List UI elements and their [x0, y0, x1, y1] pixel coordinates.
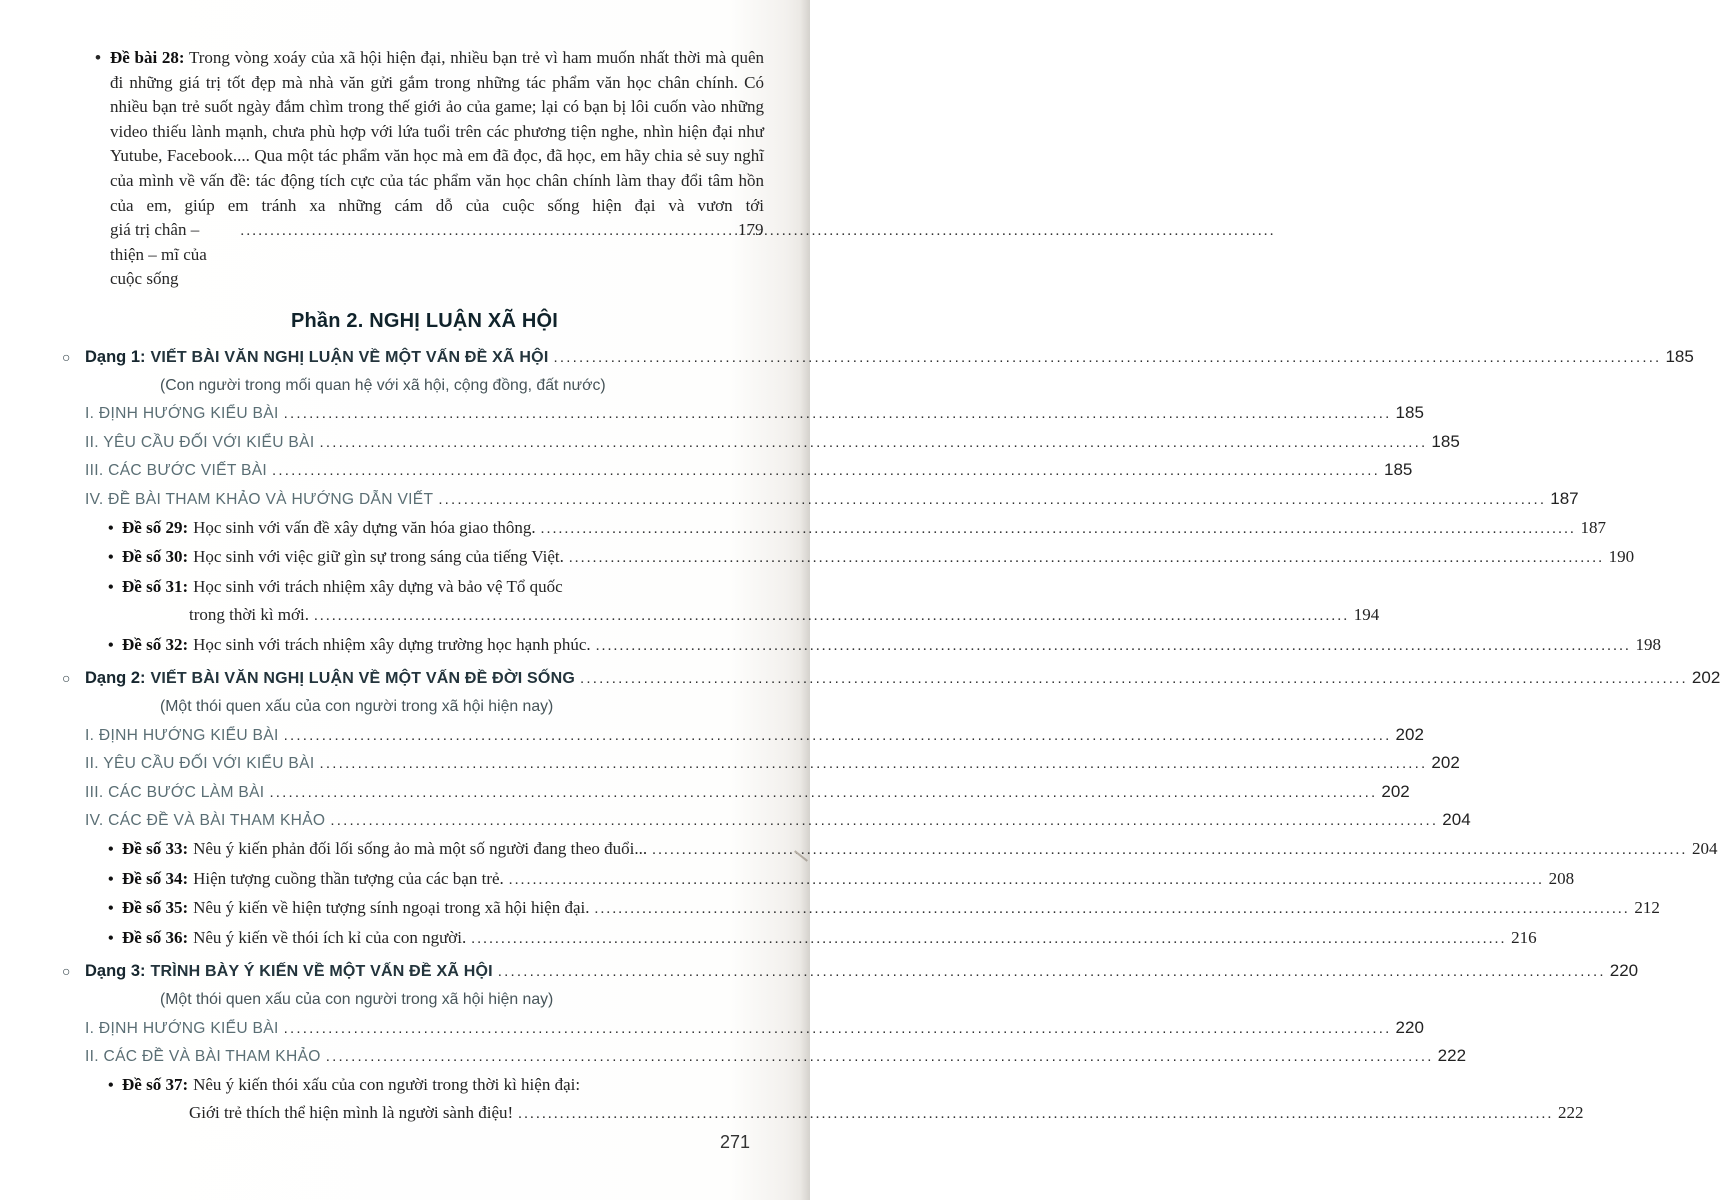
- circle-bullet-icon: ○: [62, 670, 71, 687]
- circle-bullet-icon: ○: [62, 963, 71, 980]
- leader-dots: [314, 603, 1349, 631]
- bullet-icon: •: [108, 841, 114, 859]
- entry-title: Học sinh với trách nhiệm xây dựng trường học hạnh phúc.: [193, 634, 591, 654]
- page-ref: 202: [1381, 781, 1410, 801]
- leader-dots: [569, 545, 1604, 573]
- intro-last-line: [110, 218, 764, 292]
- toc-entry-roman: [85, 485, 1579, 514]
- toc-intro-item: [95, 46, 765, 292]
- toc-entry-roman: [85, 721, 1424, 750]
- toc-entry-roman: [85, 1042, 1467, 1071]
- leader-dots: [284, 722, 1392, 750]
- leader-dots: [498, 958, 1606, 986]
- entry-label: Đề bài 28:: [110, 48, 185, 67]
- entry-subtitle-text: (Một thói quen xấu của con người trong xã hội hiện nay): [160, 991, 554, 1008]
- entry-title: Nêu ý kiến về thói ích kỉ của con người.: [193, 927, 467, 947]
- leader-dots: [326, 1043, 1434, 1071]
- bullet-icon: •: [108, 519, 114, 537]
- toc-entry-dang: [62, 957, 1639, 986]
- toc-entry-de-continuation: [85, 601, 1380, 631]
- entry-subtitle-text: (Con người trong mối quan hệ với xã hội, cộng đồng, đất nước): [160, 376, 606, 394]
- entry-title: III. CÁC BƯỚC VIẾT BÀI: [85, 462, 268, 480]
- entry-title: IV. ĐỀ BÀI THAM KHẢO VÀ HƯỚNG DẪN VIẾT: [85, 490, 434, 508]
- toc-entry-de: [85, 631, 1661, 661]
- entry-text: Trong vòng xoáy của xã hội hiện đại, nhiều bạn trẻ vì ham muốn nhất thời mà quên đi những giá trị tốt đẹp mà nhà văn gửi gắm trong những tác phẩm văn học chân chính. Có nhiều bạn trẻ suốt ngày đắm chìm trong thế giới ảo của game; lại có bạn bị lôi cuốn vào những video thiếu lành mạnh, chưa phù hợp với lứa tuổi trên các phương tiện nghe, nhìn hiện đại như Yutube, Facebook.... Qua một tác phẩm văn học mà em đã đọc, đã học, em hãy chia sẻ suy nghĩ của mình về vấn đề: tác động tích cực của tác phẩm văn học chân chính làm thay đổi tâm hồn của em, giúp em tránh xa những cám dỗ của cuộc sống hiện đại và vươn tới: [110, 48, 765, 215]
- bullet-icon: •: [108, 549, 114, 567]
- toc-entry-de: [85, 543, 1635, 573]
- page-ref: 204: [1691, 839, 1718, 859]
- toc-entry-de: [85, 924, 1537, 954]
- toc-entry-dang: [62, 343, 1694, 372]
- toc-entry-roman: [85, 749, 1460, 778]
- leader-dots: [269, 779, 1377, 807]
- toc-entry-roman: [85, 1014, 1424, 1043]
- page-ref: 185: [1384, 460, 1413, 480]
- entry-title: III. CÁC BƯỚC LÀM BÀI: [85, 783, 265, 801]
- entry-label: Đề số 34:: [122, 868, 189, 888]
- page-number: 271: [719, 1132, 750, 1152]
- entry-title-continuation: trong thời kì mới.: [189, 605, 309, 625]
- leader-dots: [284, 1015, 1392, 1043]
- toc-entry-de: [85, 835, 1718, 865]
- toc-entry-roman: [85, 456, 1413, 485]
- leader-dots: [284, 400, 1392, 428]
- toc-entry-de: [85, 573, 764, 602]
- section-heading: Phần 2. NGHỊ LUẬN XÃ HỘI: [290, 309, 559, 332]
- entry-title: Nêu ý kiến thói xấu của con người trong thời kì hiện đại:: [193, 1074, 581, 1094]
- toc-entry-roman: [85, 806, 1471, 835]
- entry-label: Đề số 29:: [122, 517, 189, 537]
- entry-title: TRÌNH BÀY Ý KIẾN VỀ MỘT VẤN ĐỀ XÃ HỘI: [150, 963, 493, 981]
- page-ref: 179: [738, 220, 764, 240]
- toc-entry-roman: [85, 428, 1460, 457]
- leader-dots: [541, 516, 1576, 544]
- entry-label: Đề số 35:: [122, 898, 189, 918]
- bullet-icon: •: [95, 48, 101, 67]
- leader-dots: [518, 1101, 1553, 1129]
- entry-title: I. ĐỊNH HƯỚNG KIỂU BÀI: [85, 1019, 279, 1037]
- leader-dots: [330, 807, 1438, 835]
- toc-entry-roman: [85, 778, 1410, 807]
- entry-title: Học sinh với việc giữ gìn sự trong sáng của tiếng Việt.: [193, 547, 564, 567]
- page-ref: 185: [1431, 431, 1460, 451]
- page-ref: 187: [1550, 488, 1579, 508]
- circle-bullet-icon: ○: [62, 348, 71, 365]
- toc-entry-de-continuation: [85, 1099, 1584, 1129]
- entry-text-last: giá trị chân – thiện – mĩ của cuộc sống: [110, 220, 207, 289]
- leader-dots: [240, 219, 734, 244]
- page-ref: 187: [1580, 517, 1606, 537]
- bullet-icon: •: [108, 636, 114, 654]
- toc-entry-de: [85, 894, 1660, 924]
- leader-dots: [319, 750, 1427, 778]
- leader-dots: [553, 344, 1661, 372]
- leader-dots: [438, 486, 1546, 514]
- leader-dots: [596, 633, 1631, 661]
- page-ref: 194: [1353, 605, 1380, 625]
- leader-dots: [471, 926, 1506, 954]
- bullet-icon: •: [108, 929, 114, 947]
- entry-label: Đề số 32:: [122, 634, 189, 654]
- entry-title: Hiện tượng cuồng thần tượng của các bạn trẻ.: [193, 868, 504, 888]
- toc-entry-subtitle: [85, 372, 764, 400]
- toc-entry-subtitle: [85, 986, 764, 1014]
- entry-title: Nêu ý kiến phản đối lối sống ảo mà một số người đang theo đuổi...: [193, 839, 648, 859]
- page-ref: 212: [1634, 898, 1660, 918]
- bullet-icon: •: [108, 900, 114, 918]
- entry-title: Học sinh với trách nhiệm xây dựng và bảo vệ Tổ quốc: [193, 576, 563, 596]
- toc-entry-de: [85, 865, 1575, 895]
- page-ref: 190: [1608, 547, 1635, 567]
- entry-title: I. ĐỊNH HƯỚNG KIỂU BÀI: [85, 405, 279, 423]
- leader-dots: [272, 457, 1380, 485]
- entry-label: Dạng 2:: [85, 669, 146, 688]
- entry-label: Đề số 33:: [122, 839, 189, 859]
- page-ref: 208: [1548, 868, 1575, 888]
- toc-entry-subtitle: [85, 693, 764, 721]
- page-ref: 222: [1557, 1103, 1584, 1123]
- toc-entries: [62, 343, 1720, 1129]
- leader-dots: [319, 429, 1427, 457]
- entry-title: II. YÊU CẦU ĐỐI VỚI KIỂU BÀI: [85, 433, 315, 451]
- page-ref: 202: [1431, 753, 1460, 773]
- page-ref: 185: [1395, 403, 1424, 423]
- entry-label: Đề số 31:: [122, 576, 189, 596]
- entry-title: II. CÁC ĐỀ VÀ BÀI THAM KHẢO: [85, 1048, 321, 1066]
- page-ref: 222: [1437, 1046, 1467, 1066]
- entry-label: Dạng 1:: [85, 347, 146, 366]
- entry-label: Đề số 37:: [122, 1074, 189, 1094]
- leader-dots: [509, 867, 1544, 895]
- bullet-icon: •: [108, 578, 114, 596]
- toc-entry-de: [85, 1071, 764, 1100]
- page-ref: 220: [1395, 1017, 1424, 1037]
- entry-subtitle-text: (Một thói quen xấu của con người trong xã hội hiện nay): [160, 698, 554, 716]
- toc-entry-dang: [62, 664, 1720, 693]
- leader-dots: [580, 665, 1688, 693]
- toc-entry-de: [85, 514, 1606, 544]
- page-ref: 202: [1691, 668, 1720, 688]
- page-ref: 198: [1635, 634, 1661, 654]
- page-ref: 204: [1442, 810, 1471, 830]
- page-ref: 216: [1511, 927, 1537, 947]
- page-ref: 220: [1609, 961, 1639, 981]
- entry-title: IV. CÁC ĐỀ VÀ BÀI THAM KHẢO: [85, 812, 326, 830]
- entry-label: Dạng 3:: [85, 962, 146, 981]
- page-ref: 202: [1395, 724, 1424, 744]
- leader-dots: [595, 896, 1630, 924]
- entry-label: Đề số 30:: [122, 547, 189, 567]
- entry-title: I. ĐỊNH HƯỚNG KIỂU BÀI: [85, 726, 279, 744]
- page-ref: 185: [1665, 346, 1694, 366]
- entry-title: II. YÊU CẦU ĐỐI VỚI KIỂU BÀI: [85, 755, 315, 773]
- toc-entry-roman: [85, 399, 1424, 428]
- bullet-icon: •: [108, 1076, 114, 1094]
- entry-title: VIẾT BÀI VĂN NGHỊ LUẬN VỀ MỘT VẤN ĐỀ XÃ HỘI: [150, 348, 549, 366]
- entry-title: Nêu ý kiến về hiện tượng sính ngoại trong xã hội hiện đại.: [193, 898, 590, 918]
- entry-title: VIẾT BÀI VĂN NGHỊ LUẬN VỀ MỘT VẤN ĐỀ ĐỜI SỐNG: [150, 670, 575, 688]
- entry-title: Học sinh với vấn đề xây dựng văn hóa giao thông.: [193, 517, 536, 537]
- entry-title-continuation: Giới trẻ thích thể hiện mình là người sành điệu!: [189, 1103, 514, 1123]
- bullet-icon: •: [108, 870, 114, 888]
- entry-label: Đề số 36:: [122, 927, 189, 947]
